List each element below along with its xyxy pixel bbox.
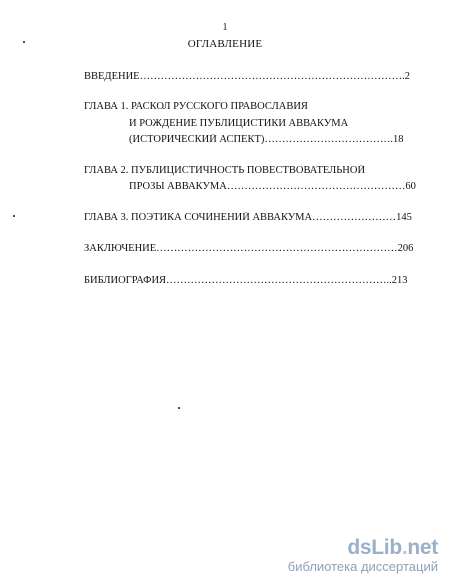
toc-entry-chapter-1-line-1: ГЛАВА 1. РАСКОЛ РУССКОГО ПРАВОСЛАВИЯ <box>84 101 308 112</box>
page-number: 1 <box>222 22 228 33</box>
toc-entry-chapter-3: ГЛАВА 3. ПОЭТИКА СОЧИНЕНИЙ АВВАКУМА……………………145 <box>84 212 412 223</box>
watermark-logo-tld: net <box>407 536 438 559</box>
page-title: ОГЛАВЛЕНИЕ <box>187 38 263 50</box>
watermark-tagline: библиотека диссертаций <box>287 559 438 574</box>
watermark-logo-main: dsLib <box>347 536 402 559</box>
scan-speck <box>178 407 180 409</box>
watermark-logo <box>288 537 438 559</box>
toc-entry-chapter-1-line-2: И РОЖДЕНИЕ ПУБЛИЦИСТИКИ АВВАКУМА <box>129 118 349 129</box>
toc-entry-chapter-2-line-1: ГЛАВА 2. ПУБЛИЦИСТИЧНОСТЬ ПОВЕСТВОВАТЕЛЬНОЙ <box>84 165 366 176</box>
toc-entry-bibliography: БИБЛИОГРАФИЯ………………………………………………………..213 <box>84 275 408 286</box>
scan-speck <box>13 215 15 217</box>
toc-entry-conclusion: ЗАКЛЮЧЕНИЕ……………………………………………………………206 <box>84 243 414 254</box>
toc-entry-introduction: ВВЕДЕНИЕ………………………………………………………………….2 <box>84 71 410 82</box>
watermark-logo-dot: . <box>401 536 408 559</box>
toc-entry-chapter-2-line-2: ПРОЗЫ АВВАКУМА……………………………………………60 <box>129 181 416 192</box>
toc-entry-chapter-1-line-3: (ИСТОРИЧЕСКИЙ АСПЕКТ)……………………………….18 <box>129 134 404 145</box>
watermark <box>288 537 438 574</box>
scan-speck <box>23 41 25 43</box>
